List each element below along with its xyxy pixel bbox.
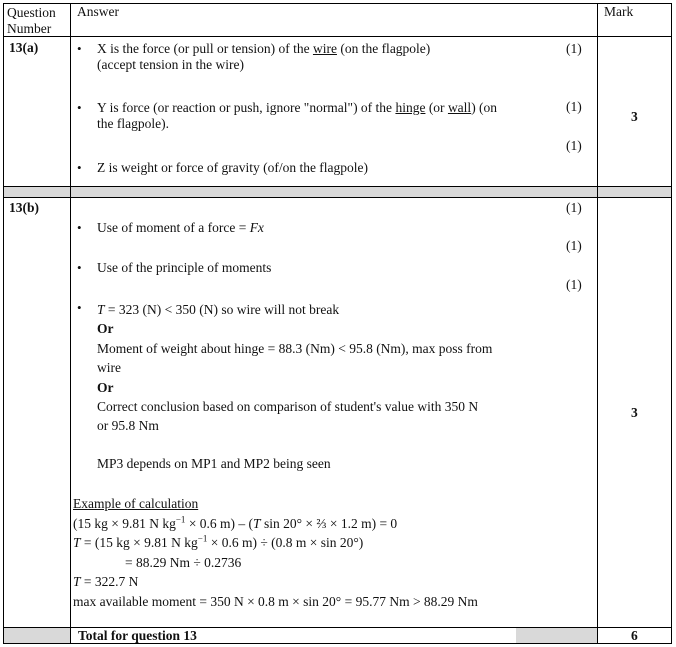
rule-header bbox=[3, 36, 672, 37]
mark-scheme-table bbox=[3, 3, 672, 644]
header-mark: Mark bbox=[604, 4, 634, 19]
mark-13b-2: (1) bbox=[566, 238, 582, 253]
rule-col1 bbox=[70, 3, 71, 644]
total-mark-13b: 3 bbox=[631, 405, 638, 420]
bullet-icon: • bbox=[77, 220, 82, 235]
footer-left-band bbox=[3, 627, 70, 644]
mark-13b-1: (1) bbox=[566, 200, 582, 215]
mark-13a-2: (1) bbox=[566, 99, 582, 114]
footer-mid-band bbox=[516, 627, 597, 644]
example-calculation: Example of calculation (15 kg × 9.81 N $kg^{-1} \times 0.6$ m) – (T sin 20° × ⅔ × 1.2 m) = 0 T = (15 kg × 9.81 N $kg^{-1} \times 0.6$ m) ÷ (0.8 m × sin 20°) = 88.29 Nm ÷ 0.2736 T = 322.7 N max available moment = 350 N × 0.8 m × sin 20° = 95.77 Nm > 88.29 Nm bbox=[73, 496, 478, 609]
bullet-icon: • bbox=[77, 41, 82, 56]
header-answer: Answer bbox=[77, 4, 119, 19]
bullet-icon: • bbox=[77, 300, 82, 315]
separator-band bbox=[3, 186, 672, 197]
answer-13b-principle: Use of the principle of moments bbox=[97, 260, 272, 275]
answer-13a-z: Z is weight or force of gravity (of/on the flagpole) bbox=[97, 160, 369, 175]
total-mark-13a: 3 bbox=[631, 109, 638, 124]
question-number-13b: 13(b) bbox=[9, 200, 39, 215]
mark-13a-3: (1) bbox=[566, 138, 582, 153]
header-question: Question Number bbox=[7, 5, 56, 36]
question-number-13a: 13(a) bbox=[9, 40, 39, 55]
answer-13b-conclusion: T = 323 (N) < 350 (N) so wire will not break Or Moment of weight about hinge = 88.3 (Nm) < 95.8 (Nm), max poss from wire Or Correct conclusion based on comparison of student's value with 350 N or 95.8 Nm bbox=[97, 302, 493, 434]
rule-right bbox=[671, 3, 672, 644]
rule-sep-bottom bbox=[3, 197, 672, 198]
bullet-icon: • bbox=[77, 160, 82, 175]
rule-col2 bbox=[597, 3, 598, 644]
answer-13b-moment: Use of moment of a force = Fx bbox=[97, 220, 264, 235]
bullet-icon: • bbox=[77, 100, 82, 115]
rule-left bbox=[3, 3, 4, 644]
mark-13a-1: (1) bbox=[566, 41, 582, 56]
mp3-note: MP3 depends on MP1 and MP2 being seen bbox=[97, 456, 331, 471]
mark-13b-3: (1) bbox=[566, 277, 582, 292]
bullet-icon: • bbox=[77, 260, 82, 275]
rule-sep-top bbox=[3, 186, 672, 187]
footer-total-mark: 6 bbox=[631, 628, 638, 643]
answer-13a-x: X is the force (or pull or tension) of the wire (on the flagpole) (accept tension in the wire) bbox=[97, 41, 431, 72]
answer-13a-y: Y is force (or reaction or push, ignore "normal") of the hinge (or wall) (on the flagpole). bbox=[97, 100, 498, 131]
footer-total-label: Total for question 13 bbox=[78, 628, 197, 643]
